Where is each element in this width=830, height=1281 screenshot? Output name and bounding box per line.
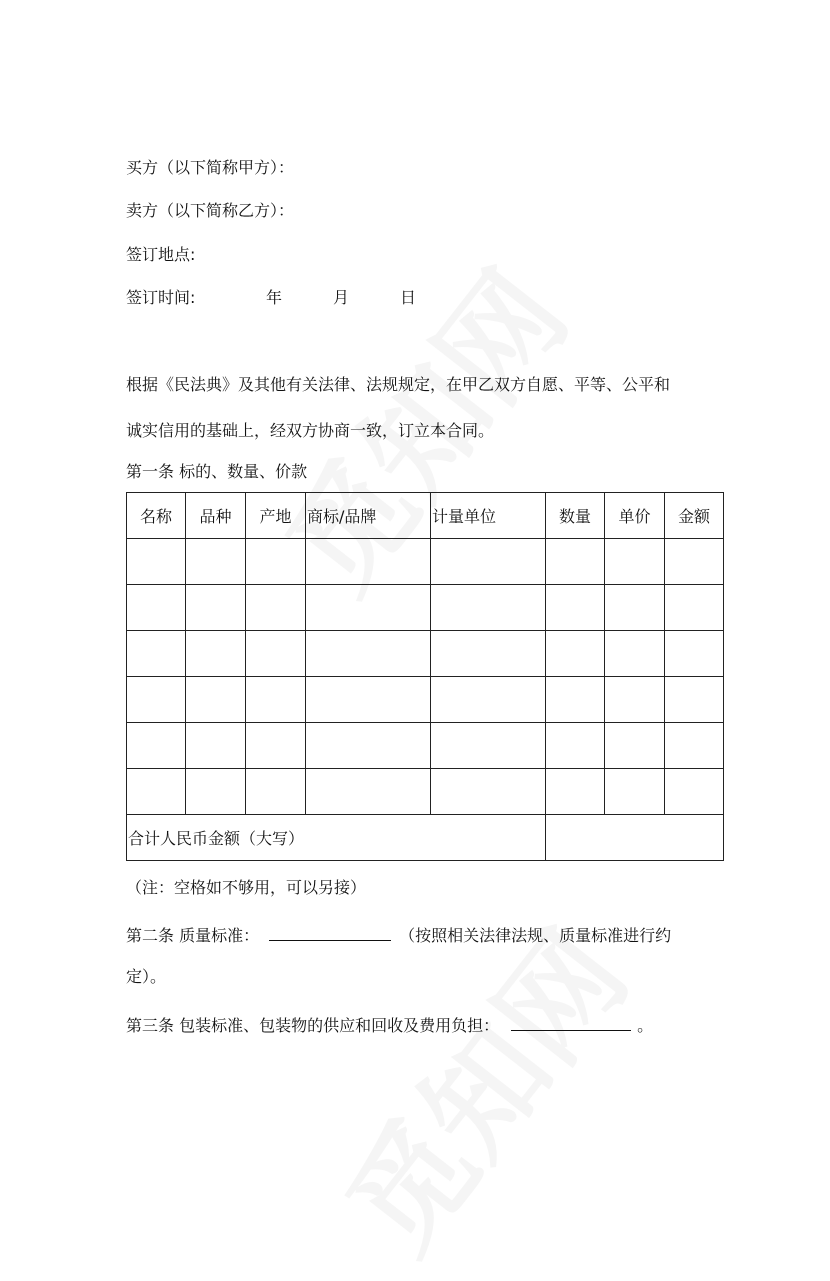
table-note: （注：空格如不够用，可以另接） xyxy=(126,878,367,897)
cell[interactable] xyxy=(246,769,306,815)
header-cell: 单价 xyxy=(605,493,665,539)
cell[interactable] xyxy=(127,539,186,585)
cell[interactable] xyxy=(665,585,724,631)
cell[interactable] xyxy=(665,539,724,585)
month-label: 月 xyxy=(333,288,350,307)
buyer-line: 买方（以下简称甲方）： xyxy=(126,158,295,177)
article-3-prefix: 第三条 包装标准、包装物的供应和回收及费用负担： xyxy=(126,1016,500,1035)
cell[interactable] xyxy=(186,539,246,585)
seller-line: 卖方（以下简称乙方）： xyxy=(126,201,295,220)
cell[interactable] xyxy=(306,677,431,723)
signing-time: 签订时间: xyxy=(126,288,196,307)
header-cell: 名称 xyxy=(127,493,186,539)
cell[interactable] xyxy=(546,585,605,631)
table-header-row xyxy=(127,493,724,539)
article-2-line-2: 定）。 xyxy=(126,967,167,986)
cell[interactable] xyxy=(665,723,724,769)
table-row xyxy=(127,631,724,677)
article-2-prefix: 第二条 质量标准： xyxy=(126,926,260,945)
packaging-blank[interactable] xyxy=(511,1014,631,1031)
header-cell: 数量 xyxy=(546,493,605,539)
header-cell: 计量单位 xyxy=(431,493,546,539)
table-row xyxy=(127,585,724,631)
cell[interactable] xyxy=(306,723,431,769)
cell[interactable] xyxy=(127,677,186,723)
header-cell: 商标/品牌 xyxy=(306,493,431,539)
header-cell: 产地 xyxy=(246,493,306,539)
year-label: 年 xyxy=(266,288,283,307)
cell[interactable] xyxy=(186,769,246,815)
day-label: 日 xyxy=(400,288,417,307)
cell[interactable] xyxy=(186,631,246,677)
cell[interactable] xyxy=(306,585,431,631)
cell[interactable] xyxy=(246,539,306,585)
cell[interactable] xyxy=(127,585,186,631)
table-row xyxy=(127,677,724,723)
items-table xyxy=(126,492,724,861)
intro-line-1: 根据《民法典》及其他有关法律、法规规定，在甲乙双方自愿、平等、公平和 xyxy=(126,375,671,394)
cell[interactable] xyxy=(127,631,186,677)
table-row xyxy=(127,539,724,585)
cell[interactable] xyxy=(246,585,306,631)
cell[interactable] xyxy=(431,723,546,769)
cell[interactable] xyxy=(605,769,665,815)
cell[interactable] xyxy=(431,631,546,677)
watermark xyxy=(301,891,658,1281)
cell[interactable] xyxy=(546,723,605,769)
header-cell: 品种 xyxy=(186,493,246,539)
cell[interactable] xyxy=(546,631,605,677)
cell[interactable] xyxy=(431,677,546,723)
header-cell: 金额 xyxy=(665,493,724,539)
cell[interactable] xyxy=(605,585,665,631)
total-row xyxy=(127,815,724,861)
cell[interactable] xyxy=(306,631,431,677)
cell[interactable] xyxy=(546,677,605,723)
article-2-suffix: （按照相关法律法规、质量标准进行约 xyxy=(399,926,672,945)
cell[interactable] xyxy=(605,631,665,677)
cell[interactable] xyxy=(605,677,665,723)
total-label: 合计人民币金额（大写） xyxy=(127,815,546,861)
article-3-line xyxy=(126,1014,653,1036)
cell[interactable] xyxy=(186,677,246,723)
signing-place: 签订地点: xyxy=(126,245,196,264)
cell[interactable] xyxy=(186,723,246,769)
cell[interactable] xyxy=(246,723,306,769)
cell[interactable] xyxy=(246,677,306,723)
intro-line-2: 诚实信用的基础上，经双方协商一致，订立本合同。 xyxy=(126,421,495,440)
cell[interactable] xyxy=(665,769,724,815)
cell[interactable] xyxy=(431,769,546,815)
cell[interactable] xyxy=(605,539,665,585)
cell[interactable] xyxy=(665,631,724,677)
cell[interactable] xyxy=(306,539,431,585)
cell[interactable] xyxy=(605,723,665,769)
cell[interactable] xyxy=(546,539,605,585)
quality-standard-blank[interactable] xyxy=(269,924,391,941)
article-3-suffix: 。 xyxy=(637,1016,654,1035)
cell[interactable] xyxy=(127,723,186,769)
article-2-line xyxy=(126,924,671,946)
cell[interactable] xyxy=(665,677,724,723)
cell[interactable] xyxy=(546,769,605,815)
cell[interactable] xyxy=(306,769,431,815)
total-amount-cell[interactable] xyxy=(546,815,724,861)
cell[interactable] xyxy=(127,769,186,815)
table-row xyxy=(127,769,724,815)
cell[interactable] xyxy=(246,631,306,677)
cell[interactable] xyxy=(431,539,546,585)
article-1-title: 第一条 标的、数量、价款 xyxy=(126,462,308,481)
cell[interactable] xyxy=(431,585,546,631)
table-row xyxy=(127,723,724,769)
cell[interactable] xyxy=(186,585,246,631)
